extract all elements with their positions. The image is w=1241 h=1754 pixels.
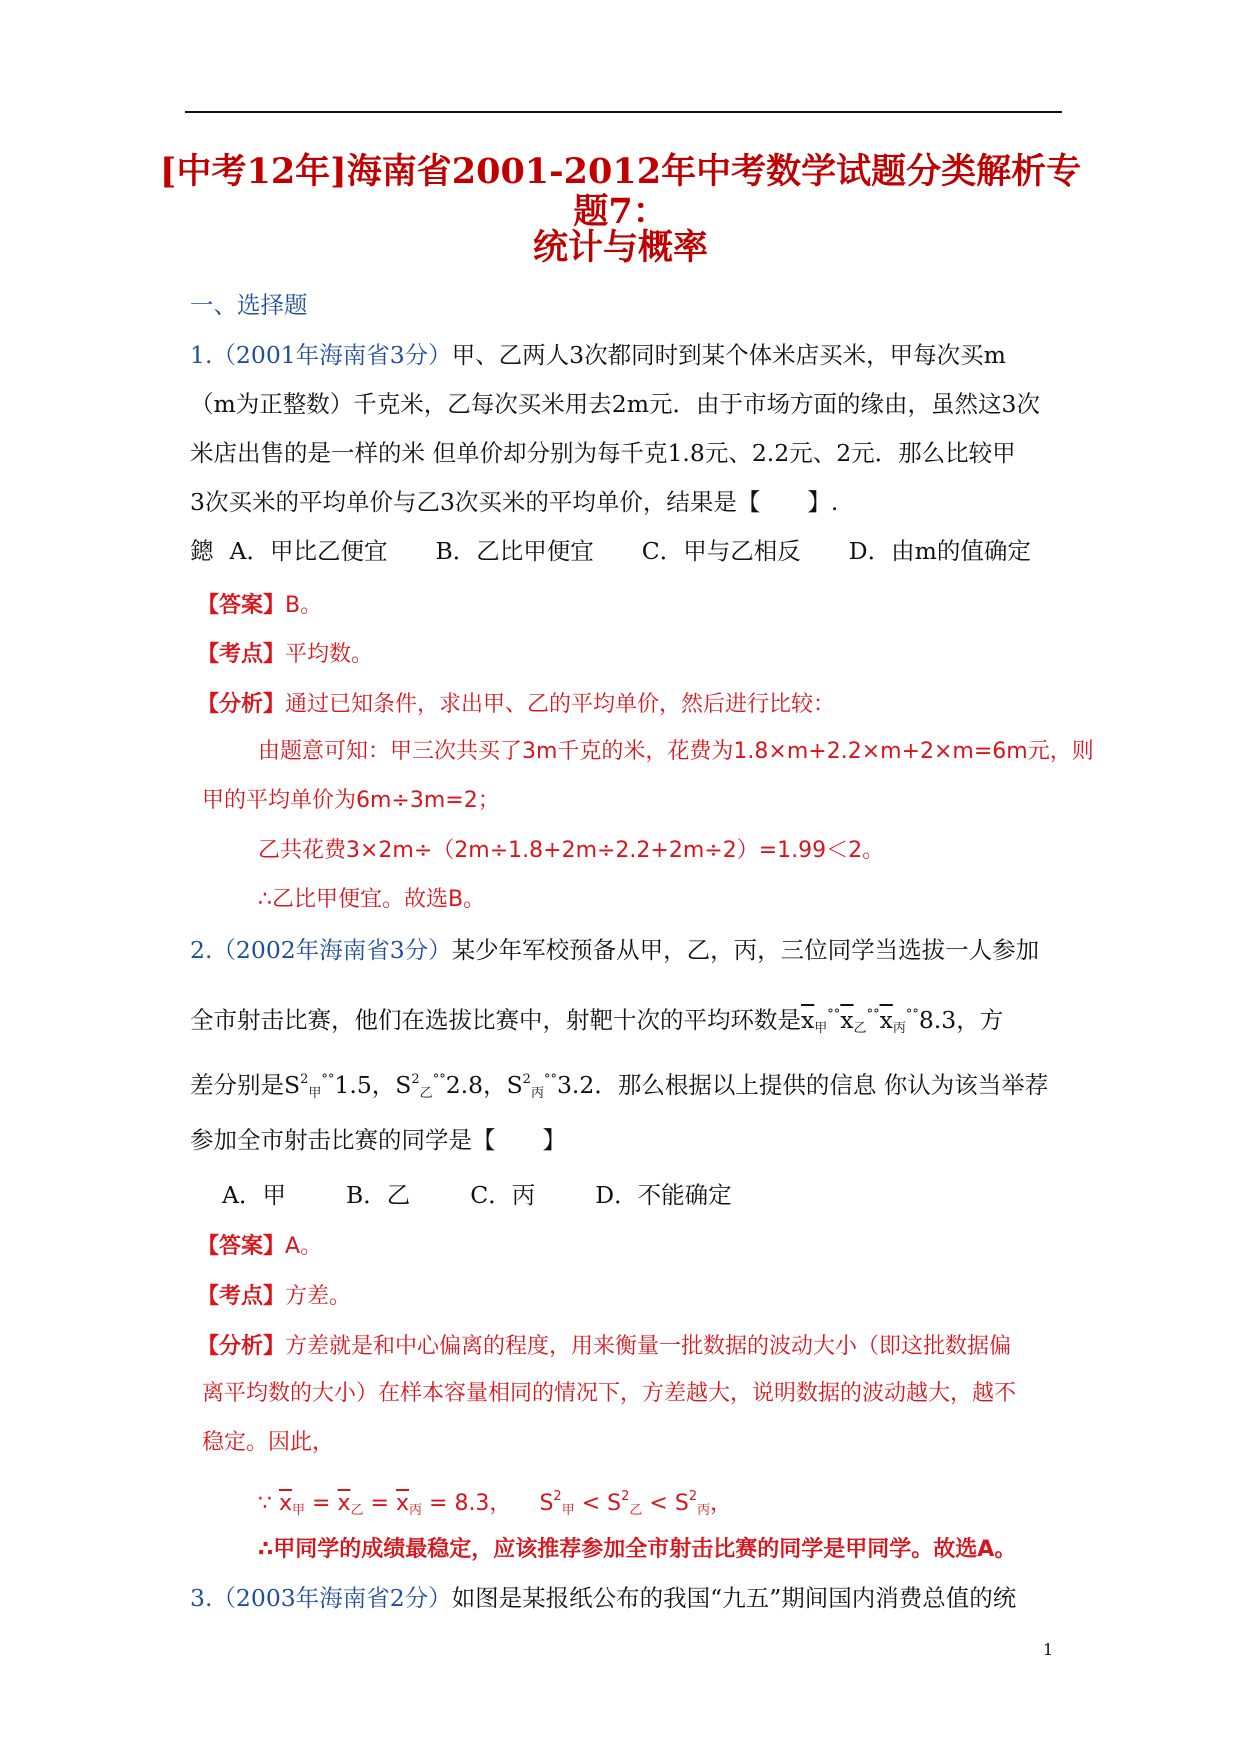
q2-keypoint xyxy=(197,1280,351,1312)
f-sub-yi: 乙 xyxy=(629,1503,643,1518)
q1-line2: （m为正整数）千克米，乙每次买米用去2m元．由于市场方面的缘由，虽然这3次 xyxy=(190,390,1040,418)
sq-yi: 2 xyxy=(411,1072,420,1087)
because-symbol: ∵ xyxy=(258,1491,272,1516)
sub-bing: 丙 xyxy=(530,1086,544,1101)
q2-analysis-line5: ∴甲同学的成绩最稳定，应该推荐参加全市射击比赛的同学是甲同学。故选A。 xyxy=(258,1537,1017,1562)
q2-option-c: C．丙 xyxy=(470,1181,536,1209)
q2-source: （2002年海南省3分） xyxy=(212,936,452,964)
q1-analysis-line2: 由题意可知：甲三次共买了3m千克的米，花费为1.8×m+2.2×m+2×m=6m元，则 xyxy=(258,739,1094,764)
q1-option-d: D．由m的值确定 xyxy=(848,537,1031,565)
f-sq: 2 xyxy=(553,1489,562,1504)
q2-answer-value: A。 xyxy=(285,1234,323,1259)
q1-lead-char: 鏓 xyxy=(190,537,214,565)
sub-yi: 乙 xyxy=(853,1021,867,1036)
q1-analysis-line4: 乙共花费3×2m÷（2m÷1.8+2m÷2.2+2m÷2）=1.99＜2。 xyxy=(258,838,885,863)
q1-keypoint xyxy=(197,638,373,670)
f-sq: 2 xyxy=(688,1489,698,1504)
f-sq: 2 xyxy=(621,1489,630,1504)
q2-text-2: 全市射击比赛，他们在选拔比赛中，射靶十次的平均环数是 xyxy=(190,1006,801,1034)
q3-number: 3. xyxy=(190,1584,213,1612)
junk-glyph: °° xyxy=(321,1072,335,1087)
q1-option-b: B．乙比甲便宜 xyxy=(435,537,594,565)
sub-yi: 乙 xyxy=(419,1086,433,1101)
s-jia: S xyxy=(284,1071,301,1099)
q1-keypoint-value: 平均数。 xyxy=(285,642,374,667)
q3-line1 xyxy=(190,1583,1016,1613)
f-s-bing: S xyxy=(674,1491,689,1516)
q1-analysis-text: 通过已知条件，求出甲、乙的平均单价，然后进行比较： xyxy=(285,692,836,717)
junk-glyph: °° xyxy=(432,1072,446,1087)
q2-analysis-line2: 离平均数的大小）在样本容量相同的情况下，方差越大，说明数据的波动越大，越不 xyxy=(202,1381,1017,1406)
f-lt: < xyxy=(581,1491,601,1516)
page-title-line1: [中考12年]海南省2001-2012年中考数学试题分类解析专题7： xyxy=(159,151,1082,232)
q1-line1 xyxy=(190,340,1006,370)
q1-keypoint-tag: 【考点】 xyxy=(197,642,286,667)
sub-bing: 丙 xyxy=(892,1021,906,1036)
x-bar-jia: $\overline{x}$ xyxy=(801,1006,815,1034)
q2-line4: 参加全市射击比赛的同学是【 】 xyxy=(190,1126,566,1154)
sq-bing: 2 xyxy=(522,1072,531,1087)
q2-analysis-text: 方差就是和中心偏离的程度，用来衡量一批数据的波动大小（即这批数据偏 xyxy=(285,1334,1012,1359)
q1-line3: 米店出售的是一样的米 但单价却分别为每千克1.8元、2.2元、2元．那么比较甲 xyxy=(190,439,1016,467)
var-yi: 2.8， xyxy=(445,1071,507,1099)
q1-text-1: 甲、乙两人3次都同时到某个体米店买米，甲每次买m xyxy=(451,341,1006,369)
f-sub-bing: 丙 xyxy=(409,1503,423,1518)
q2-option-d: D．不能确定 xyxy=(595,1181,732,1209)
junk-glyph: °° xyxy=(866,1007,880,1022)
q1-line4: 3次买米的平均单价与乙3次买米的平均单价，结果是【 】. xyxy=(190,488,839,516)
sq-jia: 2 xyxy=(300,1072,309,1087)
q3-source: （2003年海南省2分） xyxy=(212,1584,452,1612)
q1-answer-value: B。 xyxy=(285,593,323,618)
f-comma: ， xyxy=(710,1491,733,1516)
q2-option-a: A．甲 xyxy=(222,1181,286,1209)
header-rule xyxy=(185,111,1062,113)
junk-glyph: °° xyxy=(827,1007,841,1022)
q2-keypoint-value: 方差。 xyxy=(285,1284,352,1309)
q1-analysis-tag: 【分析】 xyxy=(197,692,286,717)
q2-text-1: 某少年军校预备从甲，乙，丙，三位同学当选拔一人参加 xyxy=(451,936,1040,964)
junk-glyph: °° xyxy=(905,1007,919,1022)
q2-keypoint-tag: 【考点】 xyxy=(197,1284,286,1309)
var-jia: 1.5， xyxy=(334,1071,396,1099)
q2-number: 2. xyxy=(190,936,213,964)
page-title-line2: 统计与概率 xyxy=(532,227,708,268)
var-bing: 3.2．那么根据以上提供的信息 你认为该当举荐 xyxy=(556,1071,1049,1099)
f-mean: = 8.3， xyxy=(429,1491,512,1516)
q2-analysis-line3: 稳定。因此， xyxy=(202,1430,335,1455)
q1-analysis-line5: ∴乙比甲便宜。故选B。 xyxy=(258,887,486,912)
f-x-yi: $\overline{x}$ xyxy=(337,1491,351,1516)
q2-formula xyxy=(258,1482,732,1526)
junk-glyph: °° xyxy=(543,1072,557,1087)
q3-text-1: 如图是某报纸公布的我国“九五”期间国内消费总值的统 xyxy=(451,1584,1017,1612)
q1-option-a: A．甲比乙便宜 xyxy=(229,537,388,565)
section-heading: 一、选择题 xyxy=(190,291,308,319)
x-bar-yi: $\overline{x}$ xyxy=(840,1006,854,1034)
q2-answer xyxy=(197,1230,322,1262)
q1-option-c: C．甲与乙相反 xyxy=(641,537,801,565)
q1-options xyxy=(190,536,1079,566)
page-number: 1 xyxy=(1043,1640,1054,1659)
q2-option-b: B．乙 xyxy=(345,1181,411,1209)
f-sub-bing: 丙 xyxy=(697,1503,711,1518)
f-x-bing: $\overline{x}$ xyxy=(395,1491,409,1516)
q2-line3 xyxy=(190,1065,1048,1109)
f-s-jia: S xyxy=(539,1491,554,1516)
q1-analysis xyxy=(197,688,835,720)
f-s-yi: S xyxy=(607,1491,622,1516)
q2-text-3: 差分别是 xyxy=(190,1071,284,1099)
f-eq: = xyxy=(312,1491,331,1516)
f-lt: < xyxy=(649,1491,668,1516)
q1-analysis-line3: 甲的平均单价为6m÷3m=2； xyxy=(202,788,500,813)
q1-answer xyxy=(197,589,322,621)
q1-number: 1. xyxy=(190,341,213,369)
q2-answer-tag: 【答案】 xyxy=(197,1234,286,1259)
q2-line1 xyxy=(190,935,1039,965)
f-sub-jia: 甲 xyxy=(292,1503,306,1518)
sub-jia: 甲 xyxy=(814,1021,828,1036)
q1-source: （2001年海南省3分） xyxy=(212,341,452,369)
f-sub-yi: 乙 xyxy=(350,1503,364,1518)
sub-jia: 甲 xyxy=(308,1086,322,1101)
q1-answer-tag: 【答案】 xyxy=(197,593,286,618)
mean-value: 8.3，方 xyxy=(918,1006,1004,1034)
q2-analysis xyxy=(197,1330,1011,1362)
f-eq: = xyxy=(370,1491,389,1516)
s-yi: S xyxy=(395,1071,412,1099)
q2-options xyxy=(222,1180,780,1210)
q2-analysis-tag: 【分析】 xyxy=(197,1334,286,1359)
f-x-jia: $\overline{x}$ xyxy=(279,1491,293,1516)
x-bar-bing: $\overline{x}$ xyxy=(879,1006,893,1034)
s-bing: S xyxy=(506,1071,523,1099)
f-sub-jia: 甲 xyxy=(561,1503,575,1518)
q2-line2 xyxy=(190,1000,1003,1044)
